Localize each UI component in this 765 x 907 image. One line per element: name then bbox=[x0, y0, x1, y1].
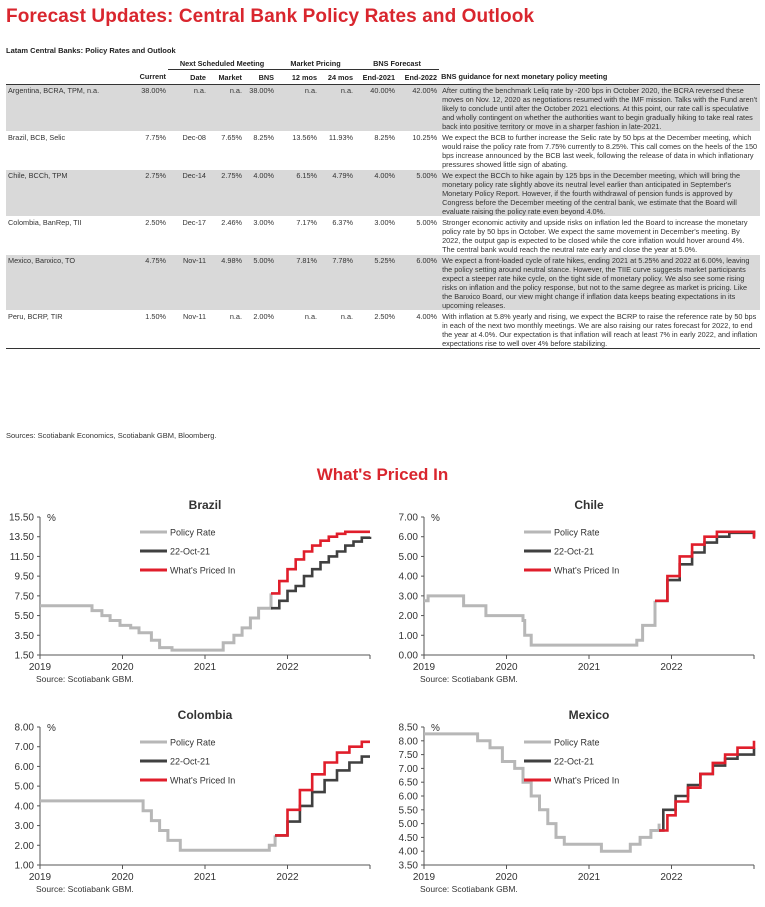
cell-bns: 3.00% bbox=[244, 217, 276, 255]
y-tick-label: 4.00 bbox=[398, 846, 418, 858]
cell-end-2021: 4.00% bbox=[355, 170, 397, 217]
cell-end-2022: 5.00% bbox=[397, 170, 439, 217]
series-line-policy-rate bbox=[40, 593, 271, 650]
chart-brazil-svg bbox=[0, 495, 380, 695]
y-tick-label: 6.50 bbox=[398, 777, 418, 789]
y-tick-label: 0.00 bbox=[398, 650, 418, 662]
legend-label: 22-Oct-21 bbox=[170, 546, 211, 557]
chart-title: Brazil bbox=[188, 498, 222, 512]
unit-label: % bbox=[431, 723, 440, 734]
x-tick-label: 2019 bbox=[412, 662, 436, 673]
series-line-22-oct-21 bbox=[275, 757, 370, 836]
legend-label: Policy Rate bbox=[554, 737, 600, 748]
chart-chile-svg bbox=[384, 495, 764, 695]
x-tick-label: 2019 bbox=[28, 662, 52, 673]
cell-guidance: Stronger economic activity and upside risks on inflation led the Board to increase the monetary policy rate by 50 bps in October. We expect the same movement in December's meeting. By 2022, the output gap is expected to be closed while the core inflation would hover around 4%. The central bank would reach the neutral rate early and close the year at 5.0%. bbox=[439, 217, 760, 255]
legend-label: What's Priced In bbox=[170, 775, 236, 786]
x-tick-label: 2021 bbox=[577, 662, 601, 673]
cell-12mos: 7.17% bbox=[276, 217, 319, 255]
y-tick-label: 11.50 bbox=[9, 551, 34, 563]
x-tick-label: 2022 bbox=[276, 662, 299, 673]
y-tick-label: 1.50 bbox=[14, 650, 34, 662]
chart-source: Source: Scotiabank GBM. bbox=[420, 674, 518, 684]
y-tick-label: 15.50 bbox=[8, 512, 34, 524]
chart-colombia-svg bbox=[0, 705, 380, 905]
group-bns-forecast: BNS Forecast bbox=[355, 58, 439, 70]
cell-country: Colombia, BanRep, TII bbox=[6, 217, 124, 255]
table-row bbox=[6, 311, 760, 349]
y-tick-label: 7.00 bbox=[398, 512, 418, 524]
cell-current: 2.50% bbox=[124, 217, 168, 255]
cell-current: 1.50% bbox=[124, 311, 168, 349]
y-tick-label: 2.00 bbox=[398, 611, 418, 623]
cell-date: Nov-11 bbox=[168, 255, 208, 311]
chart-mexico bbox=[384, 705, 764, 905]
table-row bbox=[6, 255, 760, 311]
cell-12mos: 7.81% bbox=[276, 255, 319, 311]
y-tick-label: 5.00 bbox=[398, 819, 418, 831]
y-tick-label: 3.00 bbox=[398, 591, 418, 603]
y-tick-label: 9.50 bbox=[14, 571, 34, 583]
series-line-policy-rate bbox=[424, 596, 655, 645]
cell-24mos: 7.78% bbox=[319, 255, 355, 311]
cell-guidance: We expect a front-loaded cycle of rate hikes, ending 2021 at 5.25% and 2022 at 6.00%, leaving the policy setting around neutral stance. However, the TIIE curve suggests market participants expect a steeper rate hike cycle, on the tight side of monetary policy. We also see some rising risks on inflation and the policy response, but not to the same degree as market is pricing. Like the Banxico Board, our view might change if inflation data keeps beating expectations in its upcoming releases. bbox=[439, 255, 760, 311]
y-tick-label: 1.00 bbox=[14, 860, 34, 872]
unit-label: % bbox=[47, 513, 56, 524]
policy-rates-table bbox=[6, 58, 760, 349]
y-tick-label: 8.00 bbox=[398, 736, 418, 748]
y-tick-label: 13.50 bbox=[8, 532, 34, 544]
cell-date: Dec-08 bbox=[168, 132, 208, 170]
table-caption: Latam Central Banks: Policy Rates and Outlook bbox=[6, 46, 176, 55]
cell-market: n.a. bbox=[208, 311, 244, 349]
series-line-policy-rate bbox=[424, 734, 659, 851]
policy-rates-table-section bbox=[6, 46, 760, 349]
x-tick-label: 2021 bbox=[577, 872, 601, 883]
cell-12mos: 13.56% bbox=[276, 132, 319, 170]
y-tick-label: 6.00 bbox=[14, 761, 34, 773]
cell-end-2021: 40.00% bbox=[355, 85, 397, 132]
section-title: What's Priced In bbox=[316, 465, 449, 484]
cell-country: Peru, BCRP, TIR bbox=[6, 311, 124, 349]
chart-title: Chile bbox=[574, 498, 604, 512]
cell-guidance: After cutting the benchmark Leliq rate by -200 bps in October 2020, the BCRA reversed these moves on Nov. 12, 2020 as negotiations resumed with the IMF mission. Talks with the Fund aren't likely to conclude until after the October 2021 elections. At this point, our rate call is speculative and wholly contingent on whether the authorities want to begin gradually hiking to take real rates back into positive territory or move in a sharper fashion in late-2021. bbox=[439, 85, 760, 132]
page-title: Forecast Updates: Central Bank Policy Rates and Outlook bbox=[6, 6, 535, 27]
col-header-end-2022: End-2022 bbox=[397, 70, 439, 85]
cell-date: Nov-11 bbox=[168, 311, 208, 349]
cell-market: 2.75% bbox=[208, 170, 244, 217]
x-tick-label: 2022 bbox=[660, 662, 683, 673]
cell-12mos: n.a. bbox=[276, 311, 319, 349]
y-tick-label: 7.50 bbox=[14, 591, 34, 603]
cell-bns: 5.00% bbox=[244, 255, 276, 311]
col-header-12mos: 12 mos bbox=[276, 70, 319, 85]
cell-guidance: We expect the BCCh to hike again by 125 bps in the December meeting, which will bring the monetary policy rate slightly above its neutral level earlier than anticipated in September's Monetary Policy Report. However, if the fourth withdrawal of pension funds is approved by Congress before the December meeting of the central bank, we estimate that the Board will evaluate raising the policy rate even beyond 4.0%. bbox=[439, 170, 760, 217]
table-body bbox=[6, 85, 760, 349]
y-tick-label: 5.00 bbox=[14, 781, 34, 793]
series-line-22-oct-21 bbox=[271, 537, 370, 609]
cell-end-2021: 2.50% bbox=[355, 311, 397, 349]
table-row bbox=[6, 85, 760, 132]
table-row bbox=[6, 170, 760, 217]
cell-24mos: 4.79% bbox=[319, 170, 355, 217]
series-line-what-s-priced-in bbox=[655, 532, 754, 601]
y-tick-label: 7.00 bbox=[398, 763, 418, 775]
col-header-market: Market bbox=[208, 70, 244, 85]
legend-label: What's Priced In bbox=[170, 565, 236, 576]
y-tick-label: 3.50 bbox=[398, 860, 418, 872]
cell-current: 2.75% bbox=[124, 170, 168, 217]
y-tick-label: 3.50 bbox=[14, 630, 34, 642]
col-header-24mos: 24 mos bbox=[319, 70, 355, 85]
y-tick-label: 8.00 bbox=[14, 722, 34, 734]
col-header-date: Date bbox=[168, 70, 208, 85]
chart-source: Source: Scotiabank GBM. bbox=[36, 674, 134, 684]
series-line-22-oct-21 bbox=[659, 748, 754, 831]
chart-source: Source: Scotiabank GBM. bbox=[36, 884, 134, 894]
cell-bns: 8.25% bbox=[244, 132, 276, 170]
cell-24mos: n.a. bbox=[319, 311, 355, 349]
chart-colombia bbox=[0, 705, 380, 905]
y-tick-label: 2.00 bbox=[14, 840, 34, 852]
col-header-bns: BNS bbox=[244, 70, 276, 85]
cell-end-2021: 8.25% bbox=[355, 132, 397, 170]
chart-chile bbox=[384, 495, 764, 695]
unit-label: % bbox=[47, 723, 56, 734]
cell-market: n.a. bbox=[208, 85, 244, 132]
cell-end-2021: 5.25% bbox=[355, 255, 397, 311]
cell-date: Dec-17 bbox=[168, 217, 208, 255]
legend-label: Policy Rate bbox=[170, 527, 216, 538]
cell-12mos: n.a. bbox=[276, 85, 319, 132]
unit-label: % bbox=[431, 513, 440, 524]
cell-end-2022: 6.00% bbox=[397, 255, 439, 311]
y-tick-label: 8.50 bbox=[398, 722, 418, 734]
cell-current: 7.75% bbox=[124, 132, 168, 170]
y-tick-label: 6.00 bbox=[398, 532, 418, 544]
cell-market: 4.98% bbox=[208, 255, 244, 311]
y-tick-label: 1.00 bbox=[398, 630, 418, 642]
cell-guidance: We expect the BCB to further increase the Selic rate by 50 bps at the December meeting, which would raise the policy rate from 7.75% currently to 8.25%. This call comes on the heels of the 150 bps increase announced by the BCB last week, following the release of data in which inflationary pressures showed little sign of abating. bbox=[439, 132, 760, 170]
x-tick-label: 2020 bbox=[111, 872, 134, 883]
cell-guidance: With inflation at 5.8% yearly and rising, we expect the BCRP to raise the reference rate by 50 bps in each of the next two monthly meetings. We are also raising our rates forecast for 2022, to end the year at 4.0%. Our expectation is that inflation will reach at least 7% in early 2022, and inflation expectations rise to well over 4% before stabilizing. bbox=[439, 311, 760, 349]
cell-bns: 4.00% bbox=[244, 170, 276, 217]
series-line-policy-rate bbox=[40, 801, 275, 850]
y-tick-label: 5.50 bbox=[14, 611, 34, 623]
cell-country: Brazil, BCB, Selic bbox=[6, 132, 124, 170]
cell-end-2021: 3.00% bbox=[355, 217, 397, 255]
cell-end-2022: 42.00% bbox=[397, 85, 439, 132]
x-tick-label: 2020 bbox=[111, 662, 134, 673]
cell-current: 4.75% bbox=[124, 255, 168, 311]
cell-date: Dec-14 bbox=[168, 170, 208, 217]
chart-title: Mexico bbox=[568, 708, 610, 722]
y-tick-label: 7.50 bbox=[398, 750, 418, 762]
x-tick-label: 2021 bbox=[193, 662, 217, 673]
cell-bns: 38.00% bbox=[244, 85, 276, 132]
y-tick-label: 5.50 bbox=[398, 805, 418, 817]
table-row bbox=[6, 217, 760, 255]
cell-end-2022: 10.25% bbox=[397, 132, 439, 170]
y-tick-label: 5.00 bbox=[398, 551, 418, 563]
col-header-guidance: BNS guidance for next monetary policy meeting bbox=[439, 70, 760, 85]
cell-end-2022: 5.00% bbox=[397, 217, 439, 255]
x-tick-label: 2022 bbox=[660, 872, 683, 883]
legend-label: Policy Rate bbox=[170, 737, 216, 748]
chart-source: Source: Scotiabank GBM. bbox=[420, 884, 518, 894]
col-header-current: Current bbox=[124, 70, 168, 85]
cell-24mos: 11.93% bbox=[319, 132, 355, 170]
x-tick-label: 2022 bbox=[276, 872, 299, 883]
cell-market: 2.46% bbox=[208, 217, 244, 255]
legend-label: 22-Oct-21 bbox=[554, 756, 595, 767]
cell-12mos: 6.15% bbox=[276, 170, 319, 217]
x-tick-label: 2021 bbox=[193, 872, 217, 883]
cell-end-2022: 4.00% bbox=[397, 311, 439, 349]
y-tick-label: 3.00 bbox=[14, 821, 34, 833]
y-tick-label: 4.50 bbox=[398, 832, 418, 844]
cell-country: Mexico, Banxico, TO bbox=[6, 255, 124, 311]
table-sources: Sources: Scotiabank Economics, Scotiabank GBM, Bloomberg. bbox=[6, 431, 217, 440]
chart-title: Colombia bbox=[177, 708, 233, 722]
x-tick-label: 2019 bbox=[412, 872, 436, 883]
x-tick-label: 2020 bbox=[495, 872, 518, 883]
chart-brazil bbox=[0, 495, 380, 695]
col-header-end-2021: End-2021 bbox=[355, 70, 397, 85]
x-tick-label: 2019 bbox=[28, 872, 52, 883]
y-tick-label: 7.00 bbox=[14, 742, 34, 754]
group-market-pricing: Market Pricing bbox=[276, 58, 355, 70]
legend-label: What's Priced In bbox=[554, 775, 620, 786]
legend-label: Policy Rate bbox=[554, 527, 600, 538]
cell-current: 38.00% bbox=[124, 85, 168, 132]
cell-bns: 2.00% bbox=[244, 311, 276, 349]
legend-label: 22-Oct-21 bbox=[554, 546, 595, 557]
table-row bbox=[6, 132, 760, 170]
cell-date: n.a. bbox=[168, 85, 208, 132]
cell-24mos: 6.37% bbox=[319, 217, 355, 255]
cell-country: Argentina, BCRA, TPM, n.a. bbox=[6, 85, 124, 132]
group-next-meeting: Next Scheduled Meeting bbox=[168, 58, 276, 70]
cell-market: 7.65% bbox=[208, 132, 244, 170]
y-tick-label: 6.00 bbox=[398, 791, 418, 803]
legend-label: 22-Oct-21 bbox=[170, 756, 211, 767]
cell-24mos: n.a. bbox=[319, 85, 355, 132]
chart-mexico-svg bbox=[384, 705, 764, 905]
y-tick-label: 4.00 bbox=[14, 801, 34, 813]
y-tick-label: 4.00 bbox=[398, 571, 418, 583]
cell-country: Chile, BCCh, TPM bbox=[6, 170, 124, 217]
x-tick-label: 2020 bbox=[495, 662, 518, 673]
legend-label: What's Priced In bbox=[554, 565, 620, 576]
